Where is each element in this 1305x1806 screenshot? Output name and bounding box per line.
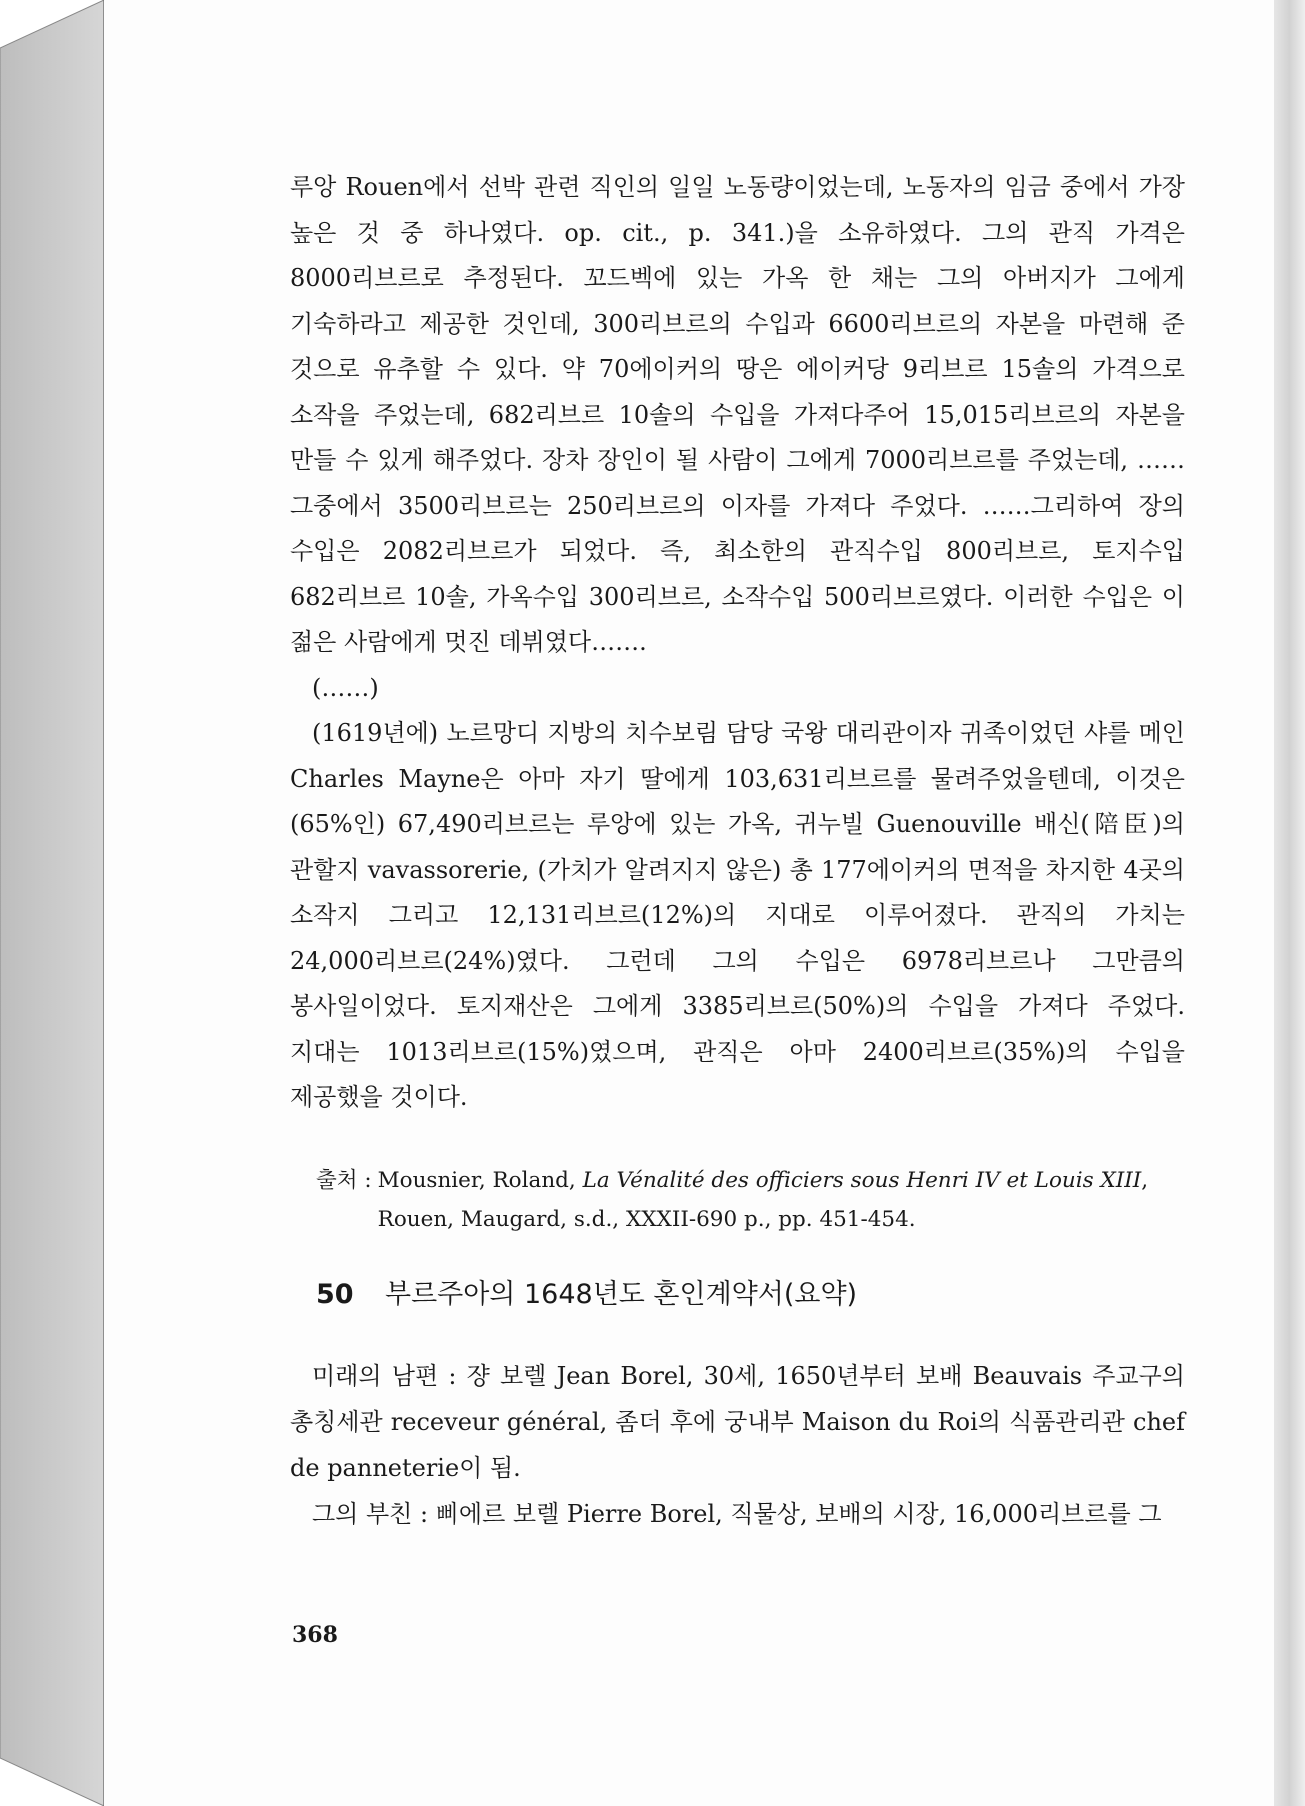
source-citation [316,1161,1185,1239]
source-authors: Mousnier, Roland, [377,1167,576,1193]
body-paragraph-1: 루앙 Rouen에서 선박 관련 직인의 일일 노동량이었는데, 노동자의 임금 중에서 가장 높은 것 중 하나였다. op. cit., p. 341.)을 소유하였다. 그의 관직 가격은 8000리브르로 추정된다. 꼬드벡에 있는 가옥 한 채는 그의 아버지가 그에게 기숙하라고 제공한 것인데, 300리브르의 수입과 6600리브르의 자본을 마련해 준 것으로 유추할 수 있다. 약 70에이커의 땅은 에이커당 9리브르 15솔의 가격으로 소작을 주었는데, 682리브르 10솔의 수입을 가져다주어 15,015리브르의 자본을 만들 수 있게 해주었다. 장차 장인이 될 사람이 그에게 7000리브르를 주었는데, ……그중에서 3500리브르는 250리브르의 이자를 가져다 주었다. ……그리하여 장의 수입은 2082리브르가 되었다. 즉, 최소한의 관직수입 800리브르, 토지수입 682리브르 10솔, 가옥수입 300리브르, 소작수입 500리브르였다. 이러한 수입은 이 젊은 사람에게 멋진 데뷔였다……. [290,173,1185,656]
section-heading [316,1275,1185,1315]
source-body [378,1161,1185,1239]
body-paragraph-2: (1619년에) 노르망디 지방의 치수보림 담당 국왕 대리관이자 귀족이었던 샤를 메인 Charles Mayne은 아마 자기 딸에게 103,631리브르를 물려주었을텐데, 이것은 (65%인) 67,490리브르는 루앙에 있는 가옥, 귀누빌 Guenouville 배신(陪臣)의 관할지 vavassorerie, (가치가 알려지지 않은) 총 177에이커의 면적을 차지한 4곳의 소작지 그리고 12,131리브르(12%)의 지대로 이루어졌다. 관직의 가치는 24,000리브르(24%)였다. 그런데 그의 수입은 6978리브르나 그만큼의 봉사일이었다. 토지재산은 그에게 3385리브르(50%)의 수입을 가져다 주었다. 지대는 1013리브르(15%)였으며, 관직은 아마 2400리브르(35%)의 수입을 제공했을 것이다. [290,719,1185,1111]
source-label: 출처 : [316,1167,372,1193]
page-content [290,165,1185,1537]
page-number: 368 [292,1622,338,1648]
section-paragraph-1: 미래의 남편 : 쟝 보렐 Jean Borel, 30세, 1650년부터 보배 Beauvais 주교구의 총칭세관 receveur général, 좀더 후에 궁내부 Maison du Roi의 식품관리관 chef de panneterie이 됨. [290,1361,1185,1482]
section-number: 50 [316,1278,354,1310]
section-title: 부르주아의 1648년도 혼인계약서(요약) [384,1278,858,1310]
source-title: La Vénalité des officiers sous Henri IV et Louis XIII [582,1167,1142,1193]
page-stack-edge [1274,0,1305,1806]
body-paragraph-ellipsis: (……) [312,673,379,702]
section-body [290,1353,1185,1537]
section-paragraph-2: 그의 부친 : 삐에르 보렐 Pierre Borel, 직물상, 보배의 시장, 16,000리브르를 그 [312,1499,1162,1528]
source-details: , Rouen, Maugard, s.d., XXXII-690 p., pp. 451-454. [377,1167,1149,1232]
